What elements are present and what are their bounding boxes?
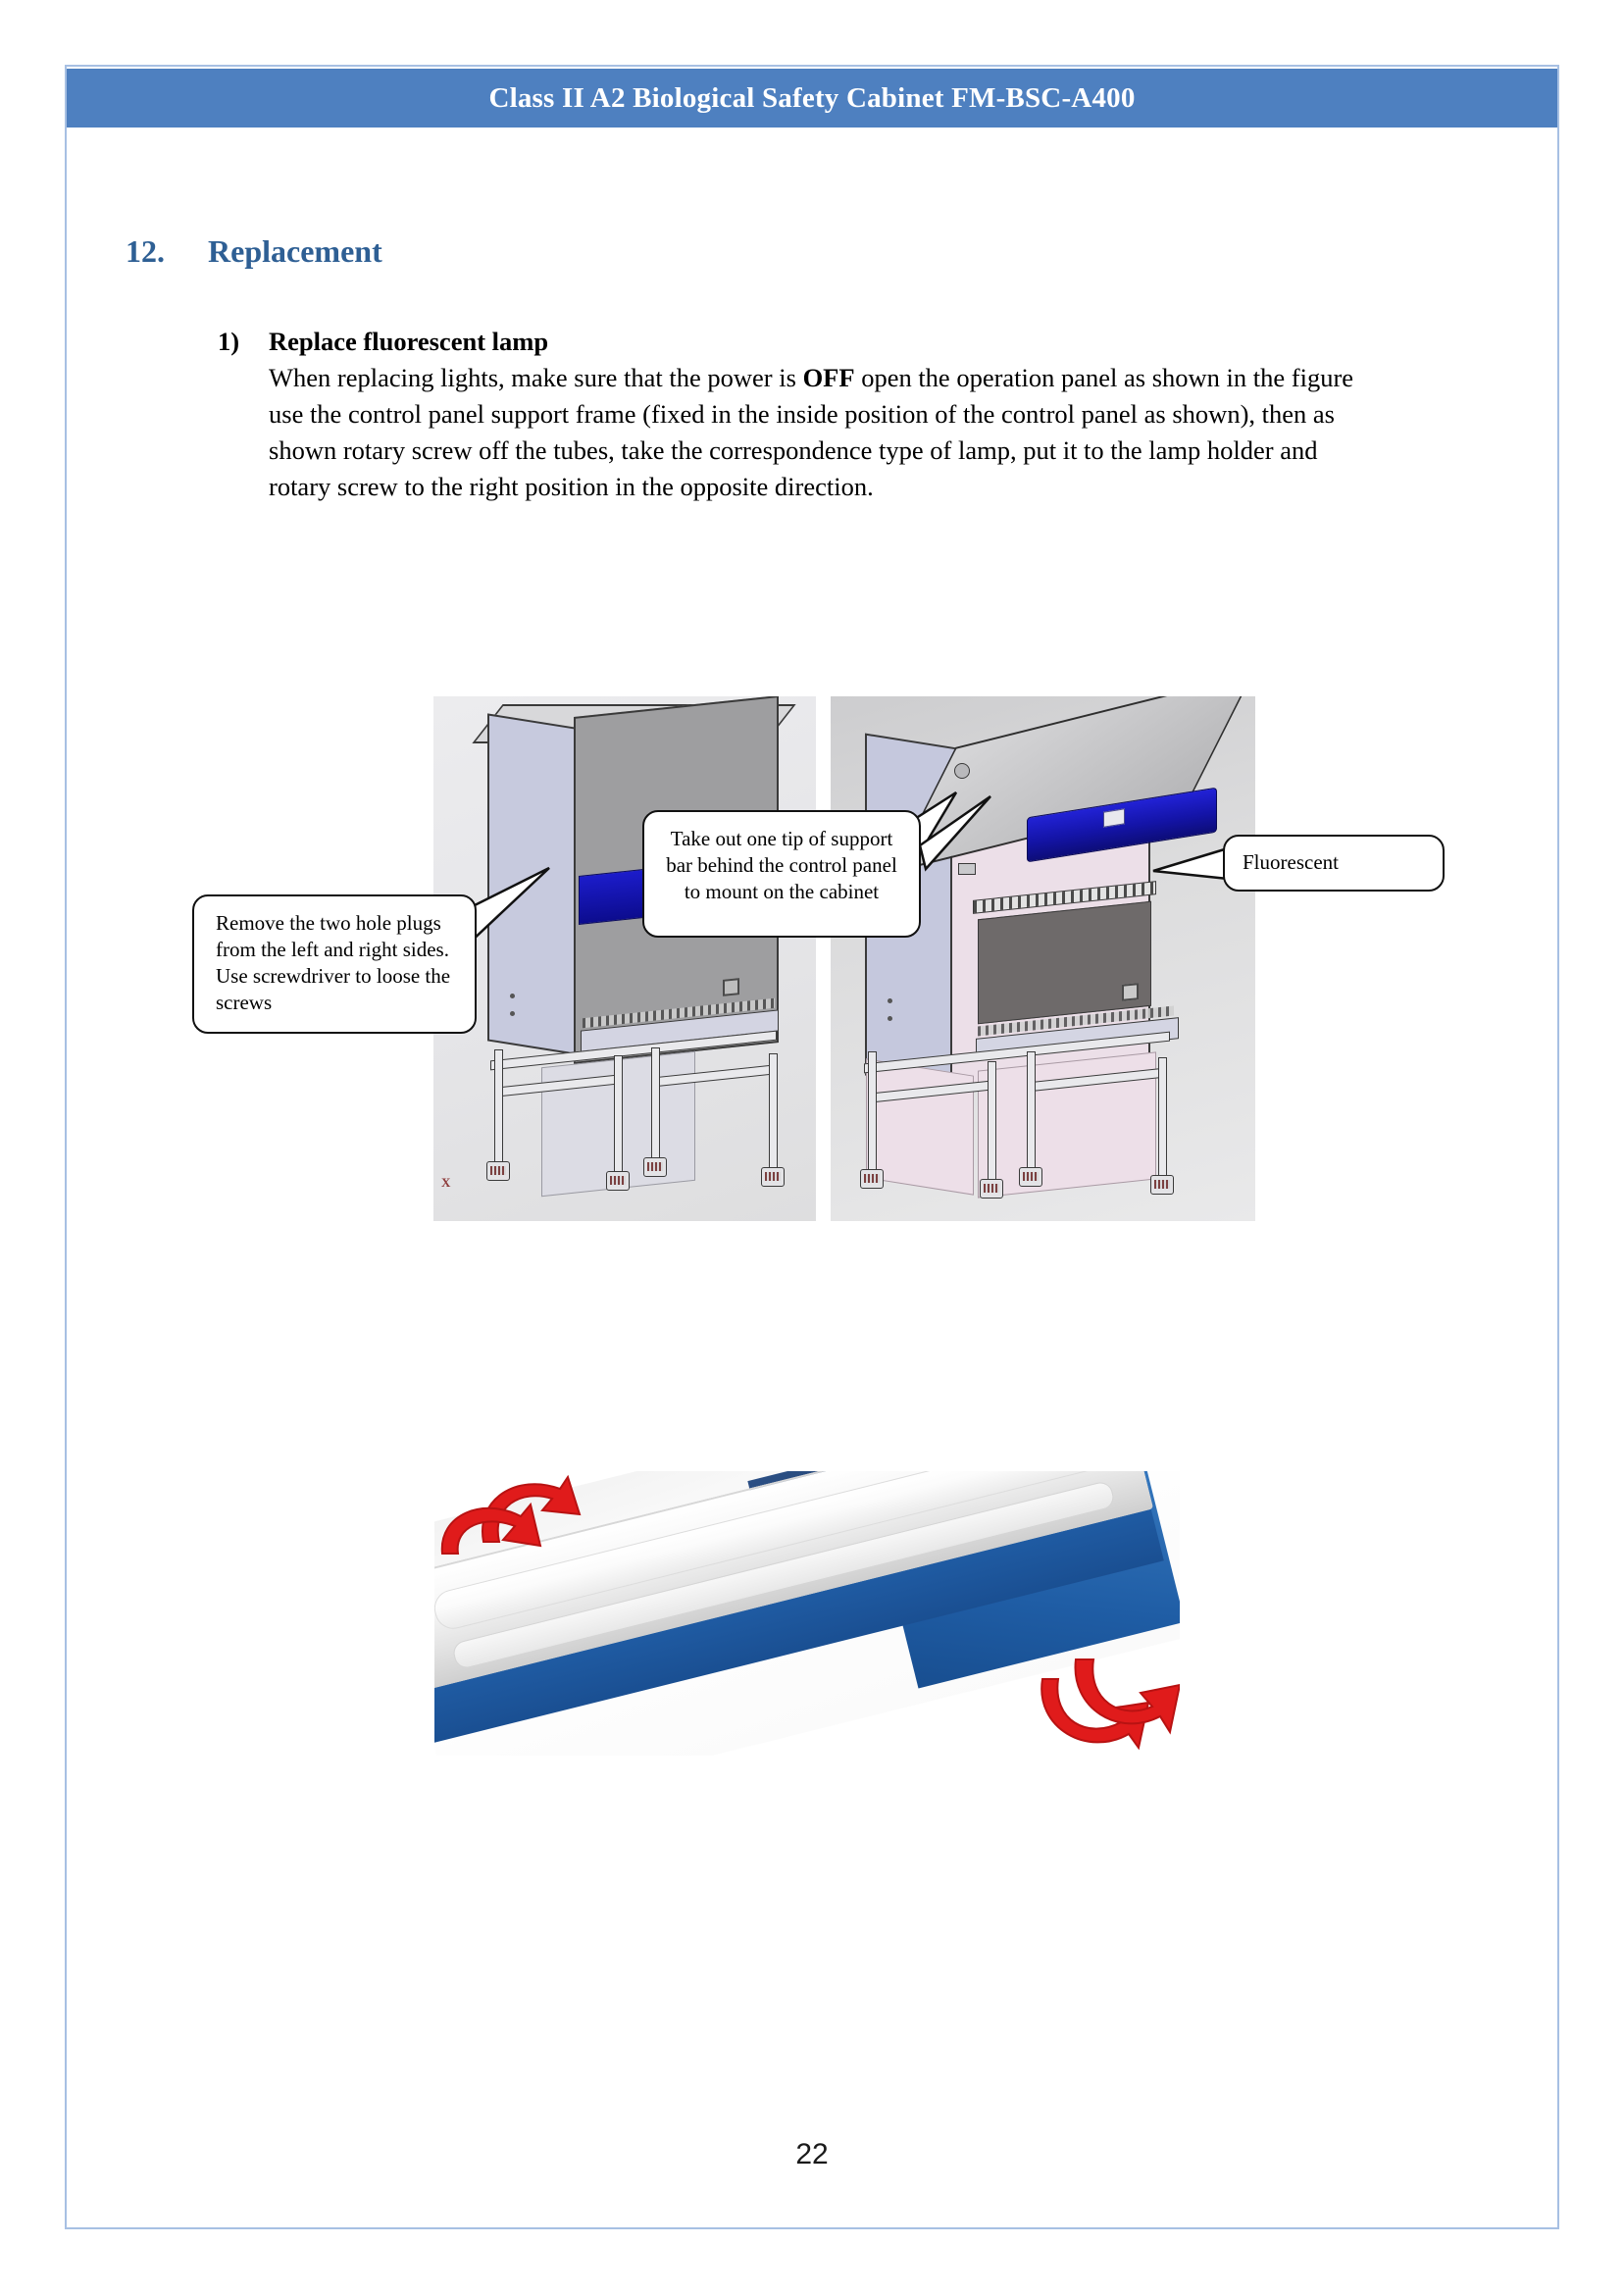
rotate-arrow-icon-2 <box>434 1495 564 1612</box>
stand-caster-1 <box>486 1161 510 1181</box>
cabinet-hole-plugs <box>510 986 532 992</box>
callout-support-bar: Take out one tip of support bar behind the control panel to mount on the cabinet <box>642 810 921 938</box>
stand-caster-3 <box>643 1157 667 1177</box>
cad-figure-row <box>433 696 1255 1221</box>
stand-rail-mid-left <box>868 1080 995 1103</box>
cabinet-stand-right <box>860 1046 1174 1207</box>
section-number: 12. <box>126 233 165 269</box>
stand-leg-4 <box>769 1053 778 1177</box>
figure-watermark-mark: X <box>441 1175 451 1190</box>
body-content <box>218 324 1375 505</box>
section-title: Replacement <box>208 233 382 269</box>
cad-figure-left <box>433 696 816 1221</box>
control-panel-latch <box>958 863 976 875</box>
stand-caster-2 <box>980 1179 1003 1199</box>
stand-caster-3 <box>1019 1167 1042 1187</box>
cabinet-left-side-panel <box>487 713 582 1055</box>
paragraph-segment-2: open the operation panel as shown in the figure use the control panel support frame (fixed in the inside position of the control panel as shown), then as shown rotary screw off the tubes, take the correspondence type of lamp, put it to the lamp holder and rotary screw to the right position in the opposite direction. <box>269 363 1354 501</box>
cabinet-side-fitting <box>723 978 739 996</box>
list-body <box>269 324 1375 505</box>
stand-rail-mid-right <box>651 1064 775 1087</box>
stand-leg-2 <box>988 1061 996 1187</box>
section-heading <box>126 233 382 270</box>
stand-rail-mid-right <box>1027 1068 1166 1093</box>
page-number: 22 <box>795 2138 829 2170</box>
stand-caster-4 <box>1150 1175 1174 1195</box>
document-header-banner <box>67 69 1557 128</box>
stand-caster-2 <box>606 1171 630 1191</box>
list-item-paragraph <box>269 360 1375 505</box>
fluorescent-lamp-photo <box>434 1471 1180 1756</box>
stand-leg-1 <box>494 1049 503 1167</box>
stand-caster-4 <box>761 1167 785 1187</box>
stand-caster-1 <box>860 1169 884 1189</box>
list-item-title: Replace fluorescent lamp <box>269 327 549 356</box>
stand-leg-1 <box>868 1051 877 1173</box>
cabinet-interior-window <box>978 901 1151 1025</box>
paragraph-segment-1: When replacing lights, make sure that the power is <box>269 363 803 392</box>
paragraph-emphasis-off: OFF <box>802 363 855 392</box>
stand-rail-mid-left <box>494 1074 622 1097</box>
list-marker: 1) <box>218 327 240 356</box>
callout-fluorescent: Fluorescent <box>1223 835 1445 892</box>
cabinet-stand-left <box>484 1042 779 1199</box>
cabinet-open-side-fitting <box>1122 983 1139 1001</box>
rotate-arrow-icon-4 <box>1058 1624 1180 1752</box>
stand-leg-3 <box>651 1047 660 1167</box>
callout-remove-hole-plugs: Remove the two hole plugs from the left and right sides. Use screwdriver to loose the screws <box>192 894 477 1034</box>
stand-leg-2 <box>614 1055 623 1177</box>
control-panel-hinge <box>954 763 970 779</box>
cad-figure-right <box>831 696 1255 1221</box>
stand-leg-3 <box>1027 1051 1036 1173</box>
stand-leg-4 <box>1158 1057 1167 1183</box>
document-title: Class II A2 Biological Safety Cabinet FM-BSC-A400 <box>488 81 1136 114</box>
cabinet-open-hole-plugs <box>888 991 909 996</box>
